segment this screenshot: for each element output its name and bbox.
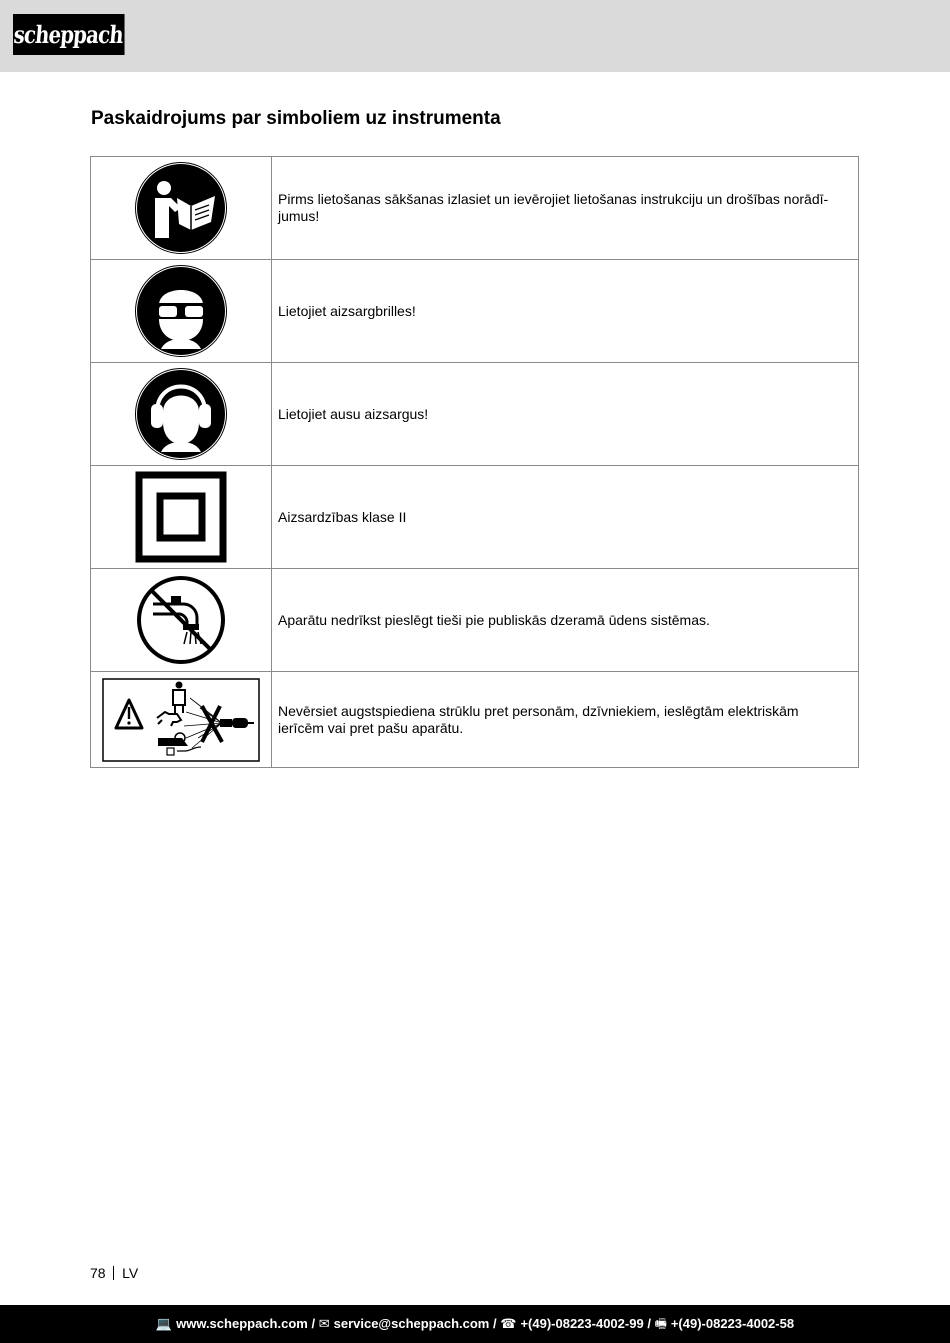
envelope-icon: ✉: [318, 1316, 330, 1331]
row-description: Lietojiet aizsargbrilles!: [272, 260, 859, 363]
page-title: Paskaidrojums par simboliem uz instrumenta: [91, 108, 501, 129]
table-row: [91, 466, 859, 569]
page-number-value: 78: [90, 1265, 106, 1281]
table-row: [91, 260, 859, 363]
footer-email-link[interactable]: service@scheppach.com: [333, 1316, 490, 1331]
footer-website-link[interactable]: www.scheppach.com: [176, 1316, 308, 1331]
page-number-divider: [113, 1266, 115, 1280]
footer-separator: /: [647, 1316, 651, 1331]
row-description: Pirms lietošanas sākšanas izlasiet un ievērojiet lietošanas instrukciju un drošības norādī-jumus!: [272, 157, 859, 260]
row-description: Lietojiet ausu aizsargus!: [272, 363, 859, 466]
phone-icon: ☎: [500, 1316, 517, 1331]
table-row: [91, 363, 859, 466]
no-spray-at-people-animals-icon: [102, 678, 260, 762]
table-row: [91, 157, 859, 260]
language-code: LV: [122, 1265, 139, 1281]
footer-phone: +(49)-08223-4002-99: [520, 1316, 644, 1331]
footer-separator: /: [311, 1316, 316, 1331]
no-drinking-water-connection-icon: [135, 574, 227, 666]
read-manual-icon: [135, 162, 227, 254]
safety-goggles-icon: [135, 265, 227, 357]
protection-class-ii-icon: [135, 471, 227, 563]
symbols-table: [90, 156, 859, 768]
footer-contact-bar: [0, 1305, 950, 1343]
header-band: [0, 0, 950, 72]
computer-icon: 💻: [155, 1316, 173, 1331]
table-row: [91, 569, 859, 672]
row-description: Aizsardzības klase II: [272, 466, 859, 569]
page-number: [90, 1265, 138, 1281]
fax-icon: 🖷: [654, 1316, 667, 1331]
brand-logo: scheppach: [13, 14, 125, 55]
row-description: Aparātu nedrīkst pieslēgt tieši pie publiskās dzeramā ūdens sistēmas.: [272, 569, 859, 672]
footer-fax: +(49)-08223-4002-58: [670, 1316, 795, 1331]
row-description: Nevērsiet augstspiediena strūklu pret personām, dzīvniekiem, ieslēgtām elektriskām ierīcēm vai pret pašu aparātu.: [272, 672, 859, 768]
footer-separator: /: [493, 1316, 497, 1331]
table-row: [91, 672, 859, 768]
ear-protection-icon: [135, 368, 227, 460]
